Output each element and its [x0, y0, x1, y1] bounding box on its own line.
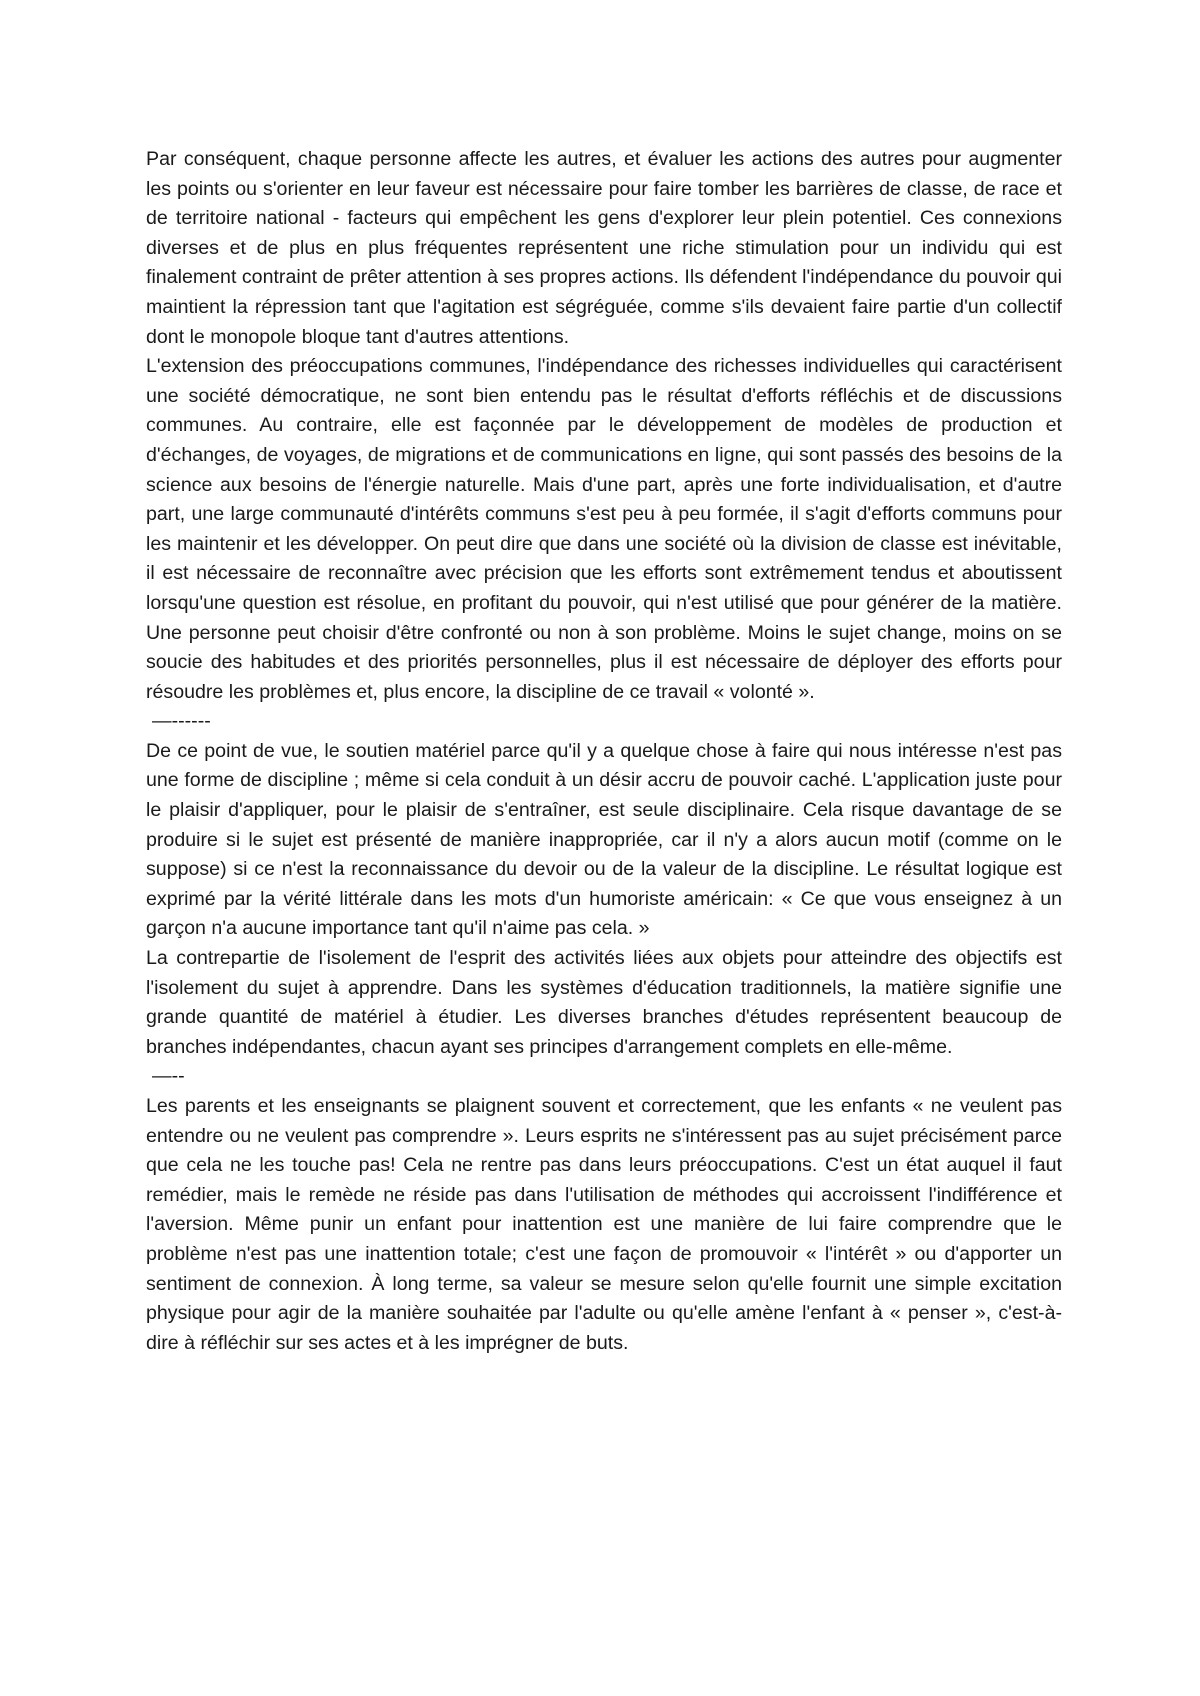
- document-body: [146, 145, 1062, 1358]
- paragraph-1: Par conséquent, chaque personne affecte les autres, et évaluer les actions des autres pour augmenter les points ou s'orienter en leur faveur est nécessaire pour faire tomber les barrières de classe, de race et de territoire national - facteurs qui empêchent les gens d'explorer leur plein potentiel. Ces connexions diverses et de plus en plus fréquentes représentent une riche stimulation pour un individu qui est finalement contraint de prêter attention à ses propres actions. Ils défendent l'indépendance du pouvoir qui maintient la répression tant que l'agitation est ségréguée, comme s'ils devaient faire partie d'un collectif dont le monopole bloque tant d'autres attentions.: [146, 148, 1062, 348]
- section-divider-2: —--: [152, 1065, 185, 1088]
- paragraph-4: La contrepartie de l'isolement de l'esprit des activités liées aux objets pour atteindre des objectifs est l'isolement du sujet à apprendre. Dans les systèmes d'éducation traditionnels, la matière signifie une grande quantité de matériel à étudier. Les diverses branches d'études représentent beaucoup de branches indépendantes, chacun ayant ses principes d'arrangement complets en elle-même.: [146, 947, 1062, 1058]
- paragraph-3: De ce point de vue, le soutien matériel parce qu'il y a quelque chose à faire qui nous intéresse n'est pas une forme de discipline ; même si cela conduit à un désir accru de pouvoir caché. L'application juste pour le plaisir d'appliquer, pour le plaisir de s'entraîner, est seule disciplinaire. Cela risque davantage de se produire si le sujet est présenté de manière inappropriée, car il n'y a alors aucun motif (comme on le suppose) si ce n'est la reconnaissance du devoir ou de la valeur de la discipline. Le résultat logique est exprimé par la vérité littérale dans les mots d'un humoriste américain: « Ce que vous enseignez à un garçon n'a aucune importance tant qu'il n'aime pas cela. »: [146, 739, 1062, 940]
- paragraph-5: Les parents et les enseignants se plaignent souvent et correctement, que les enfants « ne veulent pas entendre ou ne veulent pas comprendre ». Leurs esprits ne s'intéressent pas au sujet précisément parce que cela ne les touche pas! Cela ne rentre pas dans leurs préoccupations. C'est un état auquel il faut remédier, mais le remède ne réside pas dans l'utilisation de méthodes qui accroissent l'indifférence et l'aversion. Même punir un enfant pour inattention est une manière de lui faire comprendre que le problème n'est pas une inattention totale; c'est une façon de promouvoir « l'intérêt » ou d'apporter un sentiment de connexion. À long terme, sa valeur se mesure selon qu'elle fournit une simple excitation physique pour agir de la manière souhaitée par l'adulte ou qu'elle amène l'enfant à « penser », c'est-à-dire à réfléchir sur ses actes et à les imprégner de buts.: [146, 1095, 1062, 1354]
- section-divider-1: —------: [152, 710, 211, 733]
- paragraph-2: L'extension des préoccupations communes, l'indépendance des richesses individuelles qui caractérisent une société démocratique, ne sont bien entendu pas le résultat d'efforts réfléchis et de discussions communes. Au contraire, elle est façonnée par le développement de modèles de production et d'échanges, de voyages, de migrations et de communications en ligne, qui sont passés des besoins de la science aux besoins de l'énergie naturelle. Mais d'une part, après une forte individualisation, et d'autre part, une large communauté d'intérêts communs s'est peu à peu formée, il s'agit d'efforts communs pour les maintenir et les développer. On peut dire que dans une société où la division de classe est inévitable, il est nécessaire de reconnaître avec précision que les efforts sont extrêmement tendus et aboutissent lorsqu'une question est résolue, en profitant du pouvoir, qui n'est utilisé que pour générer de la matière. Une personne peut choisir d'être confronté ou non à son problème. Moins le sujet change, moins on se soucie des habitudes et des priorités personnelles, plus il est nécessaire de déployer des efforts pour résoudre les problèmes et, plus encore, la discipline de ce travail « volonté ».: [146, 355, 1062, 703]
